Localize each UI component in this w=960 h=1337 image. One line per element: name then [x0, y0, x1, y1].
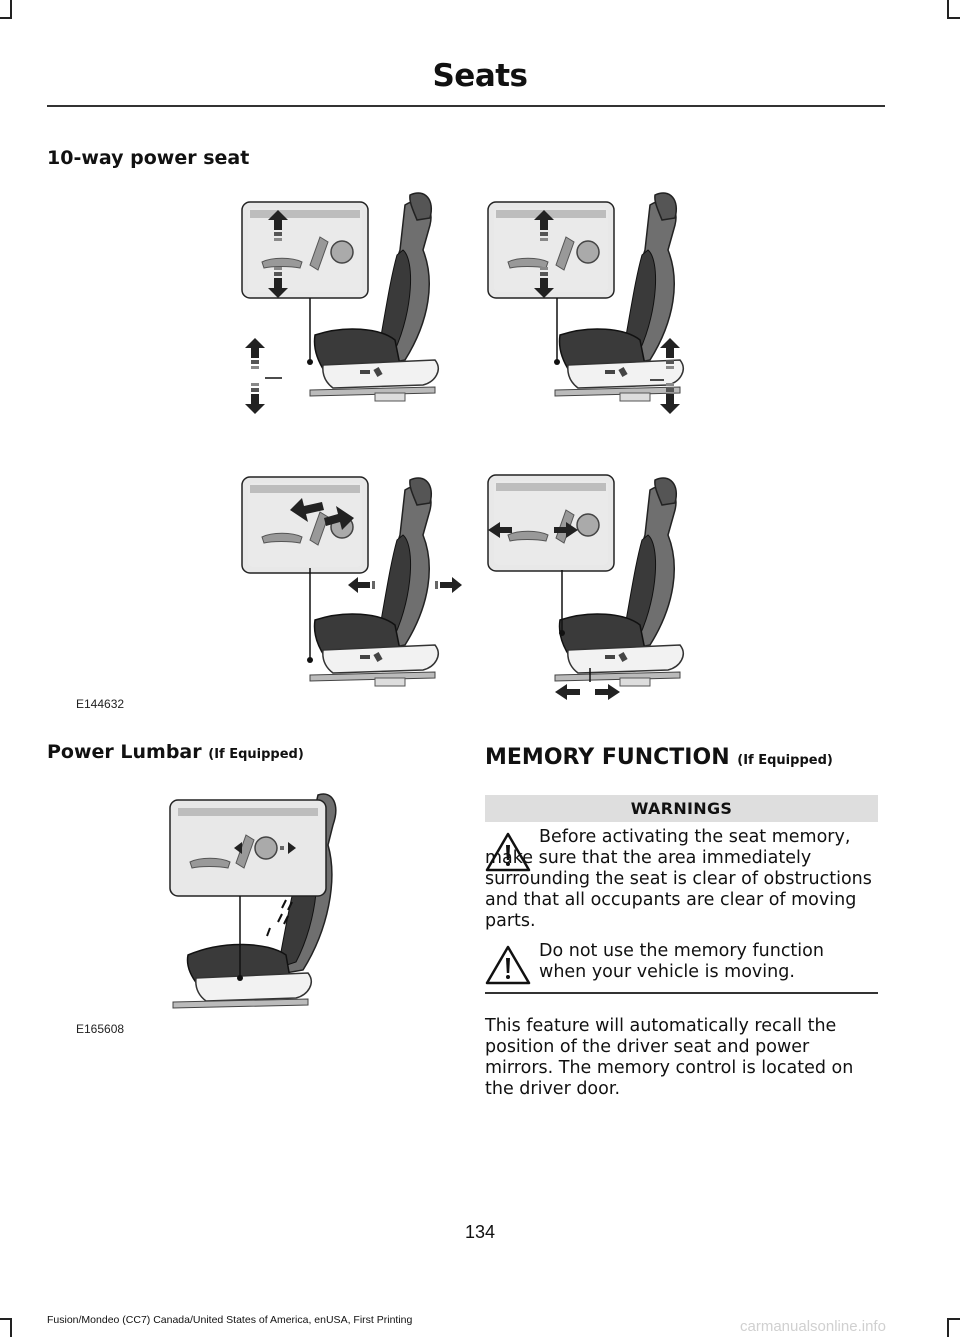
- crop-mark: [10, 1318, 12, 1337]
- warning-text-1: Before activating the seat memory, make sure that the area immediately surrounding the seat is clear of obstructions and that all occupants are clear of moving parts.: [485, 827, 872, 931]
- warnings-divider: [485, 992, 878, 994]
- crop-mark: [947, 1318, 960, 1320]
- crop-mark: [10, 0, 12, 18]
- memory-heading: MEMORY FUNCTION (If Equipped): [485, 745, 833, 770]
- publication-info: Fusion/Mondeo (CC7) Canada/United States of America, enUSA, First Printing: [47, 1314, 413, 1326]
- warning-triangle-icon: [484, 944, 532, 986]
- lumbar-diagram: [168, 790, 348, 1020]
- warning-text-2: Do not use the memory function when your vehicle is moving.: [539, 941, 824, 982]
- power-seat-heading: 10-way power seat: [47, 147, 250, 169]
- lumbar-figure-code: E165608: [76, 1022, 125, 1036]
- crop-mark: [947, 0, 949, 18]
- page-number: 134: [464, 1222, 496, 1242]
- warnings-label: WARNINGS: [485, 795, 878, 822]
- lumbar-heading: Power Lumbar (If Equipped): [47, 741, 304, 763]
- crop-mark: [0, 1318, 12, 1320]
- header-divider: [47, 105, 885, 107]
- page-title: Seats: [432, 58, 528, 94]
- crop-mark: [0, 17, 12, 19]
- memory-description: This feature will automatically recall the position of the driver seat and power mirrors. The memory control is located on the driver door.: [485, 1016, 854, 1099]
- power-seat-figure-code: E144632: [76, 697, 125, 711]
- crop-mark: [947, 1318, 949, 1337]
- watermark: carmanualsonline.info: [740, 1318, 886, 1335]
- power-seat-diagram: [230, 190, 720, 710]
- crop-mark: [947, 17, 960, 19]
